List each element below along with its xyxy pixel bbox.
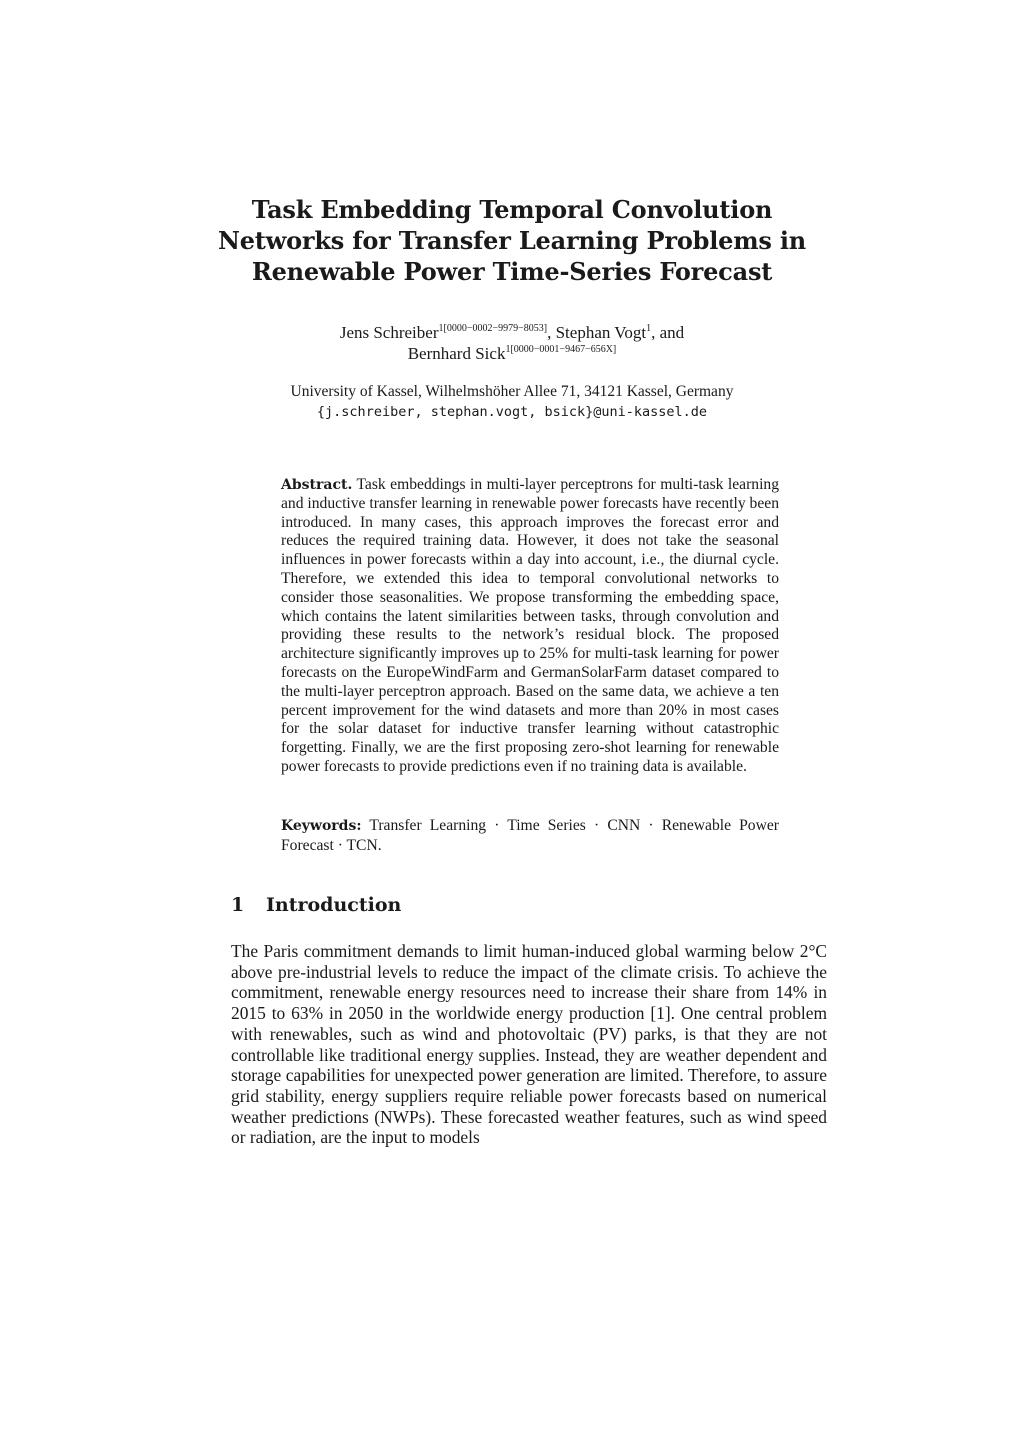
keywords — [281, 816, 779, 855]
keywords-text: Transfer Learning · Time Series · CNN · Renewable Power Forecast · TCN. — [281, 817, 779, 854]
keywords-label: Keywords: — [281, 818, 362, 834]
section-title: Introduction — [266, 894, 402, 916]
author-orcid: 1[0000−0002−9979−8053] — [438, 323, 548, 334]
author-list — [0, 322, 1024, 364]
author-line-1 — [0, 322, 1024, 343]
author-orcid: 1[0000−0001−9467−656X] — [505, 344, 617, 355]
author-name: Jens Schreiber — [339, 323, 439, 342]
introduction-paragraph: The Paris commitment demands to limit human-induced global warming below 2°C above pre-industrial levels to reduce the impact of the climate crisis. To achieve the commitment, renewable energy resources need to increase their share from 14% in 2015 to 63% in 2050 in the worldwide energy production [1]. One central problem with renewables, such as wind and photovoltaic (PV) parks, is that they are not controllable like traditional energy supplies. Instead, they are weather dependent and storage capabilities for unexpected power generation are limited. Therefore, to assure grid stability, energy suppliers require reliable power forecasts based on numerical weather predictions (NWPs). These forecasted weather features, such as wind speed or radiation, are the input to models — [231, 941, 827, 1148]
author-name: Bernhard Sick — [407, 344, 506, 363]
title-line: Task Embedding Temporal Convolution — [251, 195, 773, 224]
abstract-text: Task embeddings in multi-layer perceptrons for multi-task learning and inductive transfer learning in renewable power forecasts have recently been introduced. In many cases, this approach improves the forecast error and reduces the required training data. However, it does not take the seasonal influences in power forecasts within a day into account, i.e., the diurnal cycle. Therefore, we extended this idea to temporal convolutional networks to consider those seasonalities. We propose transforming the embedding space, which contains the latent similarities between tasks, through convolution and providing these results to the network’s residual block. The proposed architecture significantly improves up to 25% for multi-task learning for power forecasts on the EuropeWindFarm and GermanSolarFarm dataset compared to the multi-layer perceptron approach. Based on the same data, we achieve a ten percent improvement for the wind datasets and more than 20% in most cases for the solar dataset for inductive transfer learning without catastrophic forgetting. Finally, we are the first proposing zero-shot learning for renewable power forecasts to provide predictions even if no training data is available. — [281, 476, 779, 775]
abstract — [281, 476, 779, 777]
title-line: Renewable Power Time-Series Forecast — [251, 257, 773, 286]
section-number: 1 — [231, 894, 245, 916]
affiliation: University of Kassel, Wilhelmshöher Allee 71, 34121 Kassel, Germany — [290, 383, 734, 400]
author-conjunction: , and — [651, 323, 685, 342]
author-name: , Stephan Vogt — [547, 323, 647, 342]
author-emails: {j.schreiber, stephan.vogt, bsick}@uni-kassel.de — [316, 404, 708, 420]
abstract-label: Abstract. — [281, 477, 353, 493]
paper-title — [0, 194, 1024, 287]
section-heading-introduction — [231, 893, 401, 917]
affiliation-block — [0, 382, 1024, 422]
author-line-2 — [0, 343, 1024, 364]
title-line: Networks for Transfer Learning Problems in — [217, 226, 807, 255]
author-affil-mark: 1 — [646, 323, 652, 334]
